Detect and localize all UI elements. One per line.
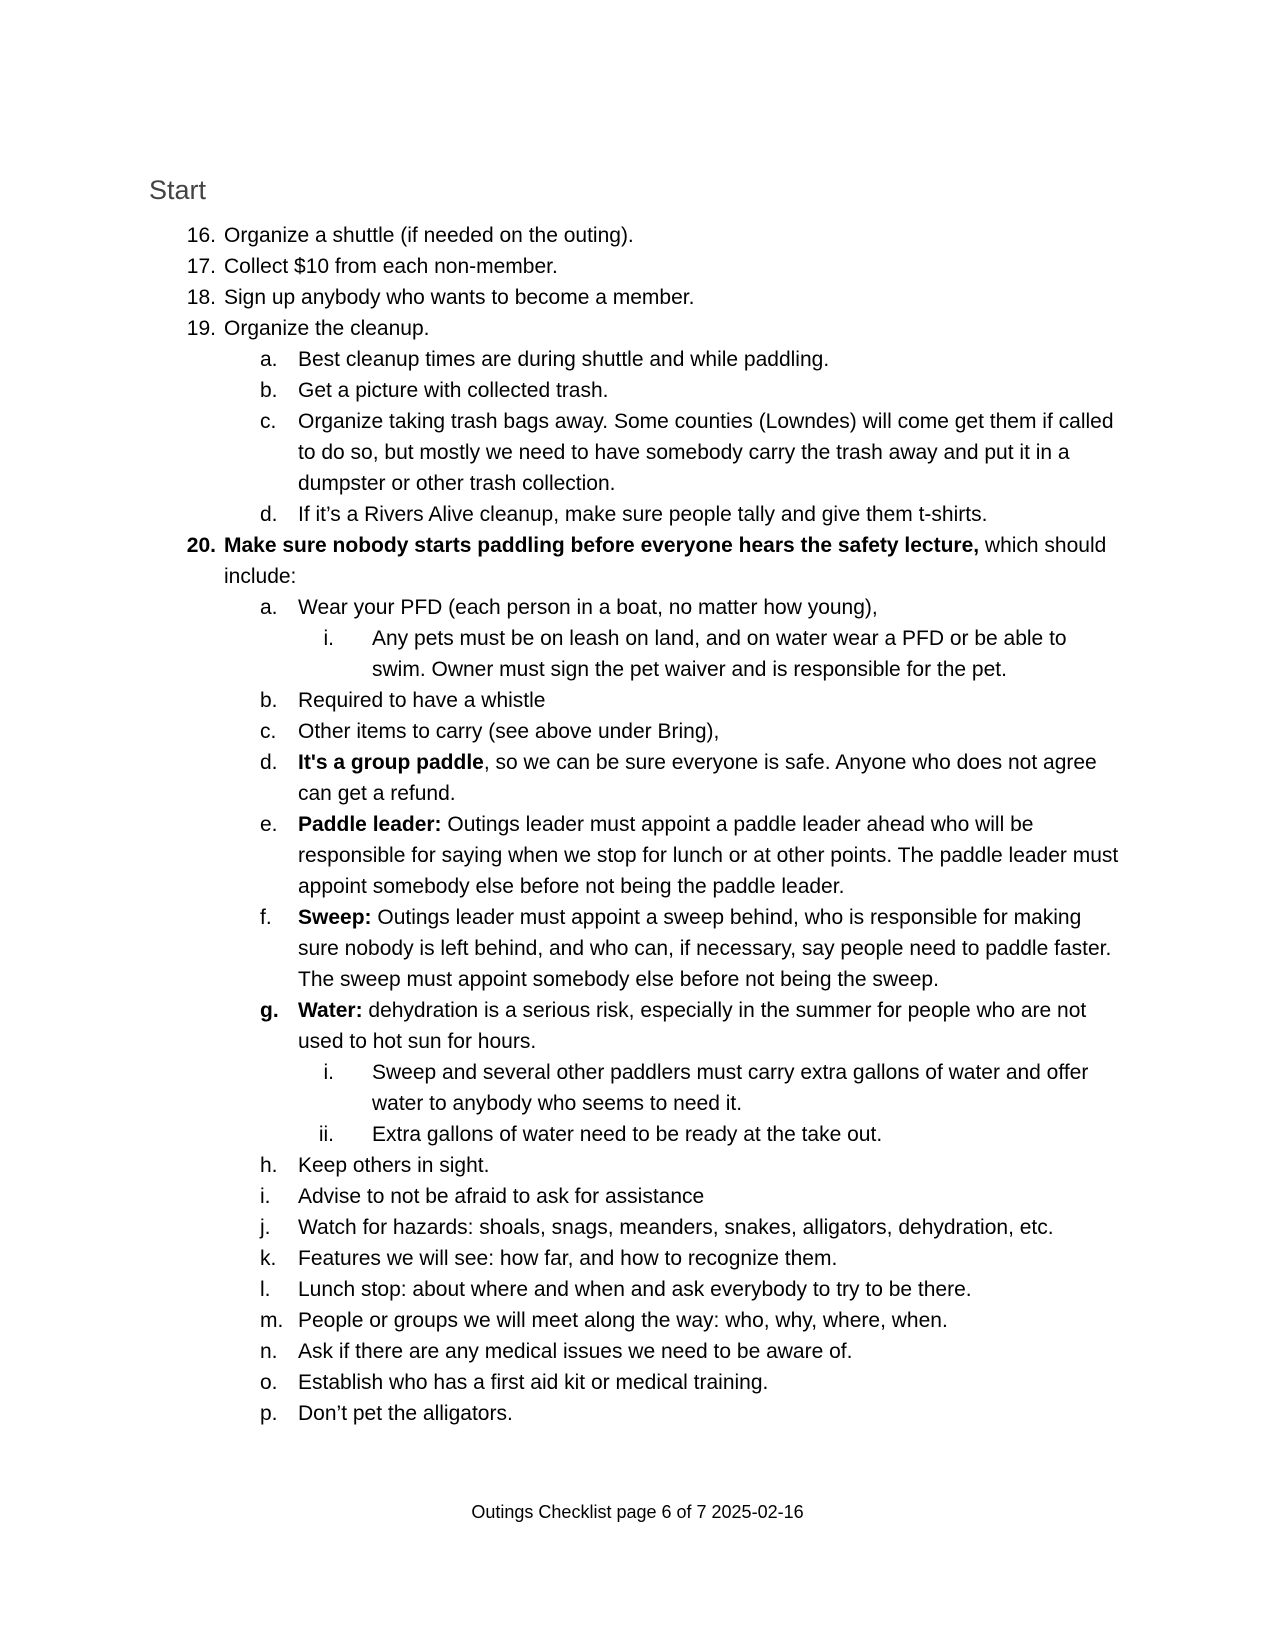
item-number: 16. — [186, 224, 216, 247]
list-subitem — [0, 499, 1275, 530]
item-number: 20. — [186, 534, 216, 557]
item-letter: c. — [260, 720, 277, 743]
list-subitem — [0, 1181, 1275, 1212]
item-letter: b. — [260, 379, 278, 402]
item-bold-text: Water: — [298, 999, 363, 1022]
item-text: People or groups we will meet along the way: who, why, where, when. — [298, 1309, 948, 1332]
item-letter: b. — [260, 689, 278, 712]
list-subsubitem — [0, 1057, 1275, 1119]
page-footer: Outings Checklist page 6 of 7 2025-02-16 — [471, 1502, 804, 1522]
item-text: Watch for hazards: shoals, snags, meanders, snakes, alligators, dehydration, etc. — [298, 1216, 1054, 1239]
list-subsubitem — [0, 1119, 1275, 1150]
item-letter: a. — [260, 348, 278, 371]
item-letter: g. — [260, 999, 279, 1022]
section-heading: Start — [149, 175, 207, 205]
item-text: Get a picture with collected trash. — [298, 379, 609, 402]
list-subitem — [0, 685, 1275, 716]
item-text: dehydration is a serious risk, especially in the summer for people who are not used to hot sun for hours. — [298, 999, 1087, 1053]
item-text: Lunch stop: about where and when and ask everybody to try to be there. — [298, 1278, 972, 1301]
list-item — [0, 313, 1275, 344]
item-text: Advise to not be afraid to ask for assistance — [298, 1185, 705, 1208]
item-text: Don’t pet the alligators. — [298, 1402, 513, 1425]
list-subitem — [0, 1212, 1275, 1243]
item-text: Collect $10 from each non-member. — [224, 255, 558, 278]
list-subitem — [0, 1398, 1275, 1429]
item-bold-text: Paddle leader: — [298, 813, 442, 836]
item-roman: ii. — [318, 1123, 334, 1146]
list-item — [0, 251, 1275, 282]
item-roman: i. — [323, 1061, 334, 1084]
item-letter: i. — [260, 1185, 271, 1208]
item-text: , so we can be sure everyone is safe. Anyone who does not agree can get a refund. — [298, 751, 1097, 805]
list-subitem — [0, 902, 1275, 995]
item-letter: c. — [260, 410, 277, 433]
item-text: Establish who has a first aid kit or medical training. — [298, 1371, 769, 1394]
item-bold-text: It's a group paddle — [298, 751, 484, 774]
item-number: 18. — [186, 286, 216, 309]
list-subitem — [0, 747, 1275, 809]
list-subitem — [0, 1336, 1275, 1367]
item-text: Other items to carry (see above under Bring), — [298, 720, 720, 743]
item-text: Organize the cleanup. — [224, 317, 430, 340]
list-item — [0, 220, 1275, 251]
list-subitem — [0, 1305, 1275, 1336]
item-letter: n. — [260, 1340, 278, 1363]
item-text: Organize taking trash bags away. Some counties (Lowndes) will come get them if called to do so, but mostly we need to have somebody carry the trash away and put it in a dumpster or other trash collection. — [298, 410, 1114, 495]
item-text: Wear your PFD (each person in a boat, no matter how young), — [298, 596, 878, 619]
item-text: Sign up anybody who wants to become a member. — [224, 286, 695, 309]
item-text: Extra gallons of water need to be ready at the take out. — [372, 1123, 883, 1146]
list-subitem — [0, 1243, 1275, 1274]
item-text: Any pets must be on leash on land, and on water wear a PFD or be able to swim. Owner must sign the pet waiver and is responsible for the pet. — [372, 627, 1067, 681]
item-letter: a. — [260, 596, 278, 619]
item-letter: f. — [260, 906, 272, 929]
item-text: Outings leader must appoint a paddle leader ahead who will be responsible for saying when we stop for lunch or at other points. The paddle leader must appoint somebody else before not being the paddle leader. — [298, 813, 1119, 898]
item-letter: d. — [260, 503, 278, 526]
item-bold-text: Make sure nobody starts paddling before everyone hears the safety lecture, — [224, 534, 980, 557]
item-number: 17. — [186, 255, 216, 278]
list-subitem — [0, 375, 1275, 406]
item-text: which should include: — [224, 534, 1107, 588]
item-number: 19. — [186, 317, 216, 340]
item-text: Ask if there are any medical issues we need to be aware of. — [298, 1340, 853, 1363]
item-text: Best cleanup times are during shuttle and while paddling. — [298, 348, 830, 371]
list-subitem — [0, 344, 1275, 375]
item-text: Features we will see: how far, and how to recognize them. — [298, 1247, 838, 1270]
item-letter: o. — [260, 1371, 278, 1394]
item-text: Organize a shuttle (if needed on the outing). — [224, 224, 634, 247]
list-subitem — [0, 1150, 1275, 1181]
item-letter: m. — [260, 1309, 284, 1332]
list-item — [0, 282, 1275, 313]
item-text: Required to have a whistle — [298, 689, 546, 712]
item-bold-text: Sweep: — [298, 906, 372, 929]
list-subitem — [0, 406, 1275, 499]
list-subitem — [0, 995, 1275, 1057]
checklist — [0, 220, 1275, 1429]
list-subitem — [0, 809, 1275, 902]
list-subitem — [0, 1274, 1275, 1305]
list-subitem — [0, 716, 1275, 747]
item-letter: p. — [260, 1402, 278, 1425]
item-letter: l. — [260, 1278, 271, 1301]
item-letter: k. — [260, 1247, 277, 1270]
list-item — [0, 530, 1275, 592]
item-text: If it’s a Rivers Alive cleanup, make sure people tally and give them t-shirts. — [298, 503, 988, 526]
item-letter: d. — [260, 751, 278, 774]
item-text: Outings leader must appoint a sweep behind, who is responsible for making sure nobody is left behind, and who can, if necessary, say people need to paddle faster. The sweep must appoint somebody else before not being the sweep. — [298, 906, 1112, 991]
item-letter: j. — [260, 1216, 271, 1239]
list-subsubitem — [0, 623, 1275, 685]
item-text: Sweep and several other paddlers must carry extra gallons of water and offer water to anybody who seems to need it. — [372, 1061, 1089, 1115]
item-text: Keep others in sight. — [298, 1154, 490, 1177]
item-letter: h. — [260, 1154, 278, 1177]
list-subitem — [0, 1367, 1275, 1398]
item-roman: i. — [323, 627, 334, 650]
list-subitem — [0, 592, 1275, 623]
item-letter: e. — [260, 813, 278, 836]
